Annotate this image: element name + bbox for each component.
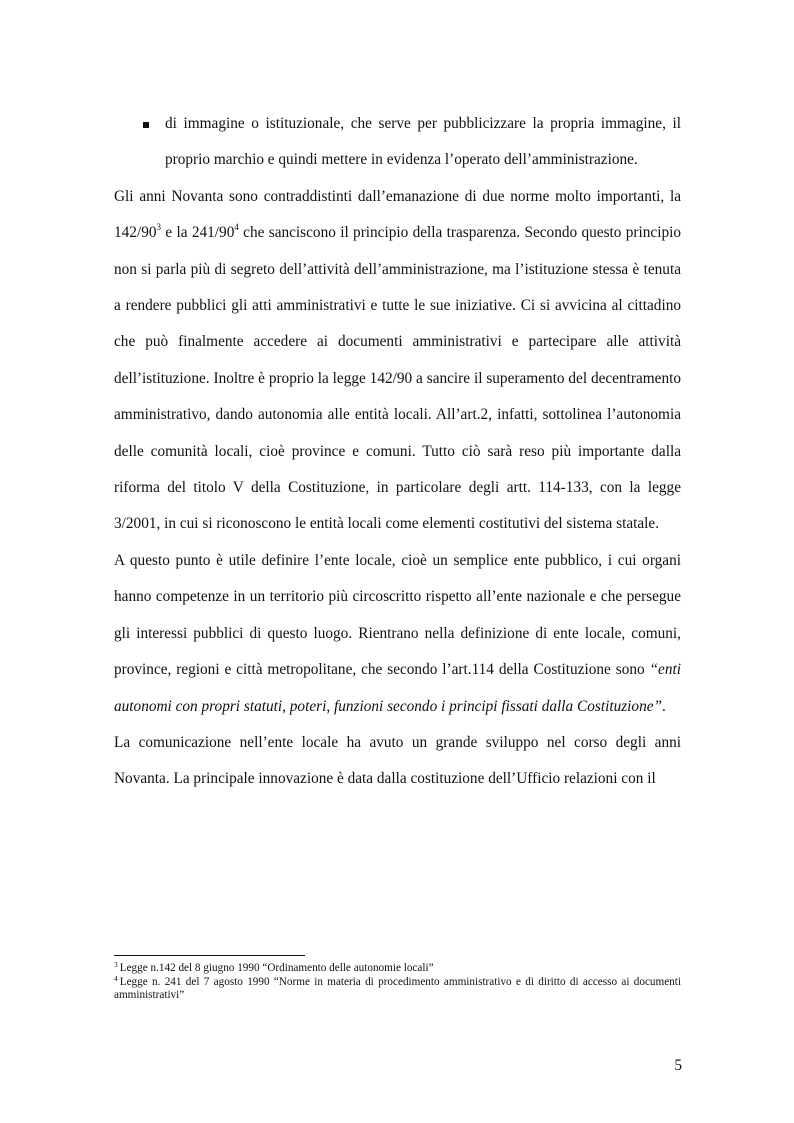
footnote-ref-3[interactable]: 3 — [156, 222, 161, 233]
paragraph-2 — [114, 543, 681, 725]
bullet-text: di immagine o istituzionale, che serve per pubblicizzare la propria immagine, il proprio marchio e quindi mettere in evidenza l’operato dell’amministrazione. — [165, 115, 681, 169]
page-number: 5 — [674, 1057, 682, 1074]
footnote-number: 3 — [114, 960, 118, 969]
paragraph-3-text: La comunicazione nell’ente locale ha avuto un grande sviluppo nel corso degli anni Novanta. La principale innovazione è data dalla costituzione dell’Ufficio relazioni con il — [114, 733, 681, 788]
footnote-text: Legge n. 241 del 7 agosto 1990 “Norme in materia di procedimento amministrativo e di diritto di accesso ai documenti amministrativi” — [114, 975, 681, 1001]
paragraph-1-text-c: che sanciscono il principio della trasparenza. Secondo questo principio non si parla più di segreto dell’attività dell’amministrazione, ma l’istituzione stessa è tenuta a rendere pubblici gli atti amministrativi e tutte le sue iniziative. Ci si avvicina al cittadino che può finalmente accedere ai documenti amministrativi e partecipare alle attività dell’istituzione. Inoltre è proprio la legge 142/90 a sancire il superamento del decentramento amministrativo, dando autonomia alle entità locali. All’art.2, infatti, sottolinea l’autonomia delle comunità locali, cioè province e comuni. Tutto ciò sarà reso più importante dalla riforma del titolo V della Costituzione, in particolare degli artt. 114-133, con la legge 3/2001, in cui si riconoscono le entità locali come elementi costitutivi del sistema statale. — [114, 224, 681, 533]
square-bullet-icon — [143, 122, 149, 128]
footnote-number: 4 — [114, 973, 118, 983]
footnote-text: Legge n.142 del 8 giugno 1990 “Ordinamento delle autonomie locali” — [119, 962, 434, 974]
paragraph-1 — [114, 179, 681, 543]
body-text — [114, 106, 681, 798]
footnote-ref-4[interactable]: 4 — [234, 222, 239, 233]
paragraph-2-text-b: . — [662, 697, 666, 715]
paragraph-3 — [114, 725, 681, 798]
paragraph-2-text-a: A questo punto è utile definire l’ente locale, cioè un semplice ente pubblico, i cui organi hanno competenze in un territorio più circoscritto rispetto all’ente nazionale e che persegue gli interessi pubblici di questo luogo. Rientrano nella definizione di ente locale, comuni, province, regioni e città metropolitane, che secondo l’art.114 della Costituzione sono — [114, 551, 681, 679]
footnotes — [114, 962, 681, 1003]
footnote-3 — [114, 962, 681, 976]
footnote-separator — [114, 955, 305, 956]
footnote-4 — [114, 973, 681, 1003]
paragraph-1-text-a: Gli anni Novanta sono contraddistinti dall’emanazione di due norme molto importanti, la 142/90 — [114, 187, 681, 242]
bullet-item — [114, 106, 681, 179]
constitution-quote: “enti autonomi con propri statuti, poteri, funzioni secondo i principi fissati dalla Costituzione” — [114, 661, 681, 715]
paragraph-1-text-b: e la 241/90 — [161, 224, 235, 242]
